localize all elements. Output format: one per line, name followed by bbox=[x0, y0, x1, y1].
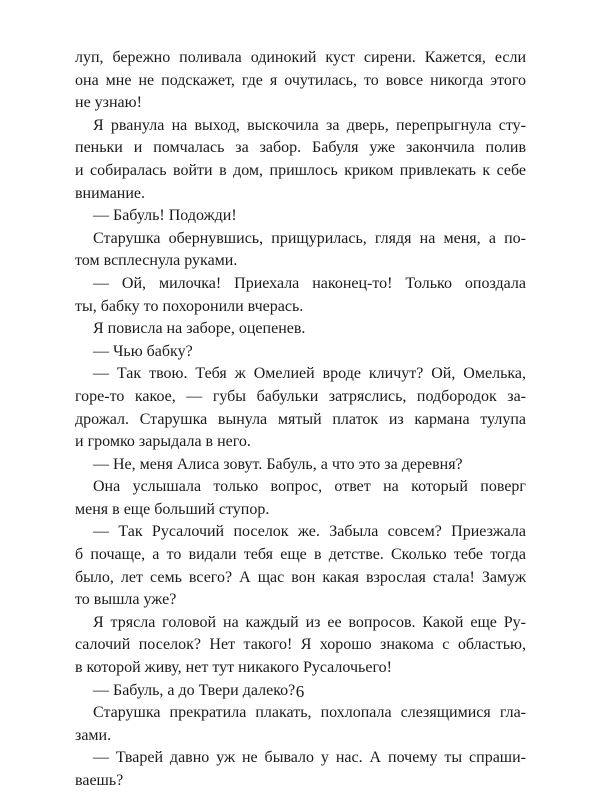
text-line: — Чью бабку? bbox=[93, 342, 193, 360]
text-line: — Тварей давно уж не бывало у нас. А почему ты спраши- bbox=[93, 749, 526, 767]
text-line: — Ой, милочка! Приехала наконец-то! Только опоздала bbox=[93, 274, 526, 292]
text-line: и собиралась войти в дом, пришлось криком привлекать к себе bbox=[75, 161, 526, 179]
text-line: зами. bbox=[75, 726, 112, 744]
text-line: Я повисла на заборе, оцепенев. bbox=[93, 320, 306, 338]
text-line: том всплеснула руками. bbox=[75, 252, 238, 270]
body-text bbox=[75, 47, 526, 793]
text-line: Старушка прекратила плакать, похлопала слезящимися гла- bbox=[93, 704, 526, 722]
text-line: Она услышала только вопрос, ответ на который поверг bbox=[93, 478, 526, 496]
text-line: и громко зарыдала в него. bbox=[75, 433, 251, 451]
text-line: Я трясла головой на каждый из ее вопросов. Какой еще Ру- bbox=[93, 613, 526, 631]
text-line: она мне не подскажет, где я очутилась, то вовсе никогда этого bbox=[75, 71, 526, 89]
text-line: то вышла уже? bbox=[75, 591, 177, 609]
text-line: не узнаю! bbox=[75, 94, 142, 112]
text-line: — Так твою. Тебя ж Омелией вроде кличут? Ой, Омелька, bbox=[93, 365, 526, 383]
text-line: луп, бережно поливала одинокий куст сирени. Кажется, если bbox=[75, 49, 526, 66]
text-line: пеньки и помчалась за забор. Бабуля уже закончила полив bbox=[75, 139, 526, 157]
text-line: ты, бабку то похоронили вчерась. bbox=[75, 297, 304, 315]
text-line: Я рванула на выход, выскочила за дверь, перепрыгнула сту- bbox=[93, 116, 526, 134]
text-line: в которой живу, нет тут никакого Русалочьего! bbox=[75, 659, 392, 677]
text-line: было, лет семь всего? А щас вон какая взрослая стала! Замуж bbox=[75, 568, 526, 586]
text-line: — Не, меня Алиса зовут. Бабуль, а что это за деревня? bbox=[93, 455, 463, 473]
text-line: внимание. bbox=[75, 184, 146, 202]
text-line: дрожал. Старушка вынула мятый платок из кармана тулупа bbox=[75, 410, 526, 428]
text-line: меня в еще больший ступор. bbox=[75, 500, 270, 518]
text-line: ваешь? bbox=[75, 772, 124, 789]
text-line: — Бабуль! Подожди! bbox=[93, 207, 237, 225]
text-line: — Бабуль, а до Твери далеко? bbox=[93, 681, 296, 699]
text-line: горе-то какое, — губы бабульки затряслись, подбородок за- bbox=[75, 387, 526, 405]
page-number: 6 bbox=[295, 682, 305, 701]
text-line: Старушка обернувшись, прищурилась, глядя на меня, а по- bbox=[93, 229, 526, 247]
text-line: — Так Русалочий поселок же. Забыла совсем? Приезжала bbox=[93, 523, 526, 541]
text-line: салочий поселок? Нет такого! Я хорошо знакома с областью, bbox=[75, 636, 526, 654]
text-line: б почаще, а то видали тебя еще в детстве. Сколько тебе тогда bbox=[75, 546, 526, 564]
